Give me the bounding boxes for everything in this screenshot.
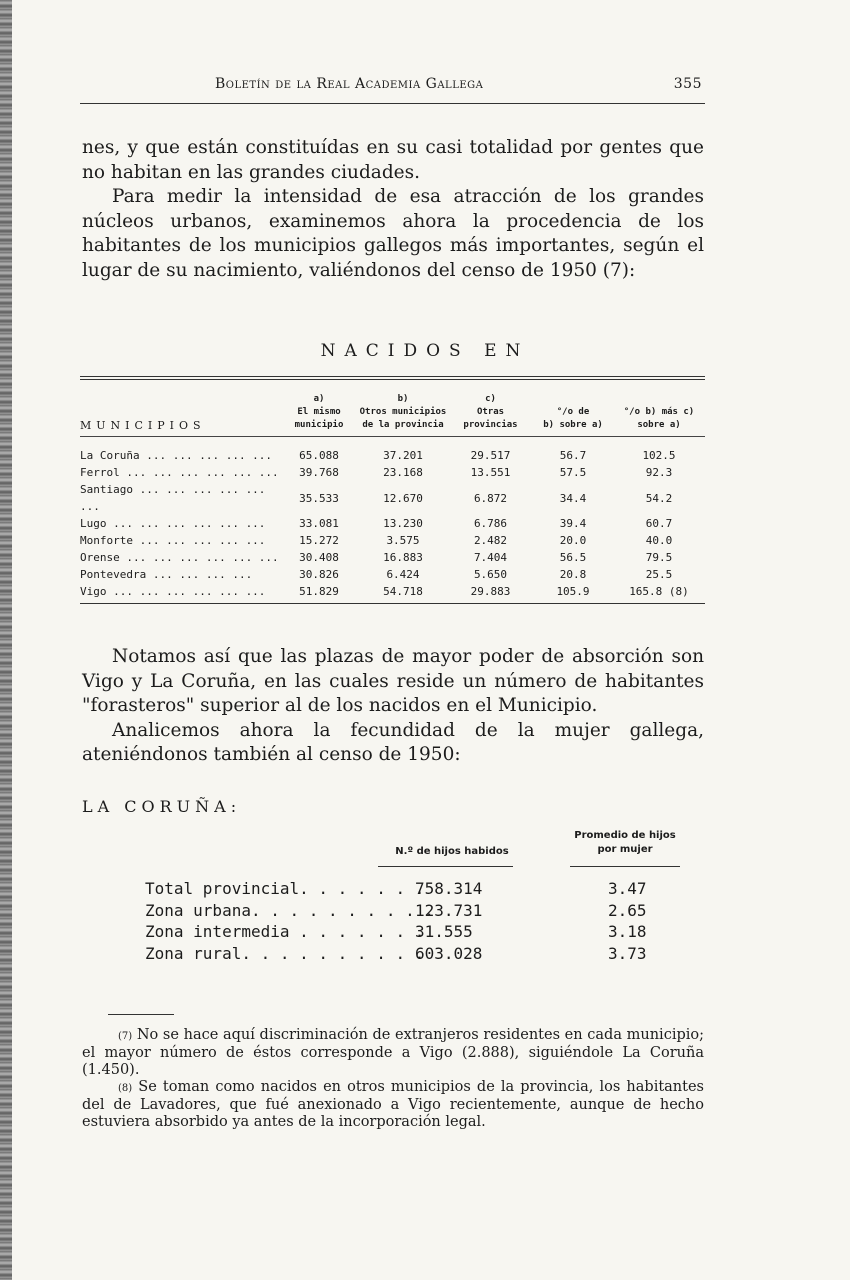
paragraph: nes, y que están constituídas en su casi totalidad por gentes que no habitan en las grandes ciudades. (82, 137, 704, 183)
footnote (82, 1079, 704, 1131)
cell-c: 29.517 (470, 449, 511, 462)
column-header: a) El mismo municipio (280, 393, 358, 437)
header-line: Promedio de hijos (574, 830, 676, 841)
column-header: °/o b) más c) sobre a) (613, 393, 705, 437)
cell-pct2: 40.0 (645, 534, 673, 547)
cell-a: 39.768 (299, 466, 339, 479)
column-header: c) Otras provincias (448, 393, 533, 437)
table-row (80, 566, 705, 583)
table-row (145, 901, 705, 922)
municipio-name: La Coruña ... ... ... ... ... (80, 449, 273, 462)
table-row (80, 583, 705, 600)
cell-pct1: 34.4 (559, 491, 587, 505)
cell-b: 6.424 (386, 568, 420, 581)
cell-pct1: 20.8 (559, 568, 587, 581)
municipio-name: Orense ... ... ... ... ... ... (80, 551, 279, 564)
cell-pct2: 92.3 (645, 466, 673, 479)
cell-c: 6.786 (473, 517, 508, 530)
cell-pct2: 165.8 (8) (629, 585, 689, 598)
cell-b: 23.168 (383, 466, 423, 479)
footnote-text: No se hace aquí discriminación de extranjeros residentes en cada municipio; el mayor número de éstos corresponde a Vigo (2.888), siguiéndole La Coruña (1.450). (82, 1027, 704, 1078)
cell-pct2: 79.5 (645, 551, 673, 564)
table-row (80, 549, 705, 566)
cell-pct1: 105.9 (556, 585, 590, 598)
cell-b: 37.201 (383, 449, 423, 462)
municipio-name: Vigo ... ... ... ... ... ... (80, 585, 266, 598)
table-row (145, 944, 705, 965)
cell-hijos: 31.555 (415, 922, 473, 941)
table-row (145, 879, 705, 900)
table-row (80, 464, 705, 481)
cell-hijos: 603.028 (415, 943, 483, 963)
municipio-name: Lugo ... ... ... ... ... ... (80, 517, 266, 530)
cell-promedio: 2.65 (608, 900, 647, 920)
cell-pct1: 56.7 (559, 449, 587, 462)
cell-a: 51.829 (299, 585, 339, 598)
paragraph: Analicemos ahora la fecundidad de la mujer gallega, ateniéndonos también al censo de 1950: (82, 719, 704, 765)
paragraph: Para medir la intensidad de esa atracción de los grandes núcleos urbanos, examinemos ahora la procedencia de los habitantes de los municipios gallegos más importantes, según el lugar de su nacimiento, valiéndonos del censo de 1950 (7): (82, 186, 704, 281)
cell-pct1: 20.0 (559, 534, 587, 547)
cell-a: 30.826 (299, 568, 339, 581)
paragraph: Notamos así que las plazas de mayor poder de absorción son Vigo y La Coruña, en las cuales reside un número de habitantes "forasteros" superior al de los nacidos en el Municipio. (82, 646, 704, 716)
cell-c: 5.650 (473, 568, 508, 581)
table-row (80, 447, 705, 464)
header-line: por mujer (597, 844, 653, 855)
cell-c: 6.872 (473, 491, 508, 505)
header-rule (80, 103, 705, 104)
cell-label: Zona intermedia . . . . . . . (145, 922, 425, 941)
column-header-municipios: MUNICIPIOS (80, 393, 280, 437)
municipio-name: Ferrol ... ... ... ... ... ... (80, 466, 279, 479)
table-top-rule-2 (80, 379, 705, 380)
table-bottom-rule (80, 603, 705, 604)
cell-c: 29.883 (470, 585, 511, 598)
municipio-name: Pontevedra ... ... ... ... (80, 568, 253, 581)
column-header: °/o de b) sobre a) (533, 393, 613, 437)
cell-b: 16.883 (383, 551, 423, 564)
cell-hijos: 758.314 (415, 879, 483, 898)
cell-hijos: 123.731 (415, 900, 483, 920)
cell-c: 7.404 (473, 551, 508, 564)
body-text-top (82, 136, 704, 283)
cell-promedio: 3.73 (608, 943, 647, 963)
page-number: 355 (673, 76, 702, 92)
column-header-promedio (555, 829, 695, 857)
cell-b: 13.230 (383, 517, 423, 530)
body-text-mid (82, 645, 704, 768)
cell-c: 2.482 (473, 534, 508, 547)
scanned-page-edge (0, 0, 12, 1280)
cell-pct2: 102.5 (642, 449, 676, 462)
table-title: NACIDOS EN (320, 341, 530, 361)
cell-pct1: 57.5 (559, 466, 587, 479)
footnote (82, 1027, 704, 1079)
cell-pct2: 25.5 (645, 568, 673, 581)
cell-pct2: 60.7 (645, 517, 673, 530)
header-rule (570, 866, 680, 867)
footnote-mark: (7) (118, 1031, 133, 1042)
municipio-name: Monforte ... ... ... ... ... (80, 534, 266, 547)
table-row (145, 922, 705, 943)
column-header-hijos: N.º de hijos habidos (395, 846, 509, 857)
cell-label: Zona urbana. . . . . . . . . . (145, 900, 434, 920)
cell-b: 3.575 (386, 534, 420, 547)
table-row (80, 481, 705, 515)
header-rule (378, 866, 513, 867)
municipio-name: Santiago ... ... ... ... ... ... (80, 483, 266, 513)
footnote-text: Se toman como nacidos en otros municipios de la provincia, los habitantes del de Lavadores, que fué anexionado a Vigo recientemente, aunque de hecho estuviera absorbido ya antes de la incorporación legal. (82, 1079, 704, 1130)
cell-a: 35.533 (299, 491, 339, 505)
cell-a: 30.408 (299, 551, 339, 564)
footnote-mark: (8) (118, 1083, 133, 1094)
cell-promedio: 3.47 (608, 879, 647, 898)
cell-a: 65.088 (299, 449, 339, 462)
footnote-rule (108, 1014, 174, 1015)
cell-promedio: 3.18 (608, 922, 647, 941)
cell-pct1: 39.4 (559, 517, 587, 530)
column-header: b) Otros municipios de la provincia (358, 393, 448, 437)
cell-a: 15.272 (299, 534, 339, 547)
journal-title: Boletín de la Real Academia Gallega (215, 76, 484, 92)
table-top-rule (80, 376, 705, 377)
footnotes (82, 1027, 704, 1131)
cell-b: 12.670 (383, 491, 423, 505)
subsection-title: LA CORUÑA: (82, 797, 242, 816)
cell-label: Zona rural. . . . . . . . . . (145, 943, 425, 963)
table-row (80, 532, 705, 549)
cell-a: 33.081 (299, 517, 339, 530)
cell-pct1: 56.5 (559, 551, 587, 564)
births-table (80, 393, 705, 600)
cell-pct2: 54.2 (645, 491, 673, 505)
cell-label: Total provincial. . . . . . . (145, 879, 425, 898)
table-row (80, 515, 705, 532)
cell-c: 13.551 (470, 466, 511, 479)
cell-b: 54.718 (383, 585, 423, 598)
